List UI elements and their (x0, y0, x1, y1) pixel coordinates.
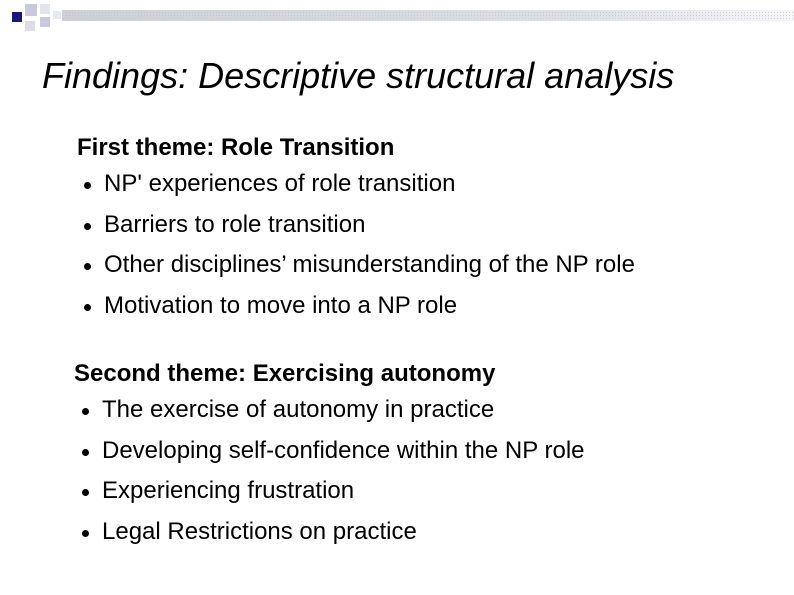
slide-title: Findings: Descriptive structural analysis (42, 55, 675, 96)
bullet-icon (82, 408, 89, 415)
list-item (0, 286, 794, 327)
square-dark-small (12, 12, 22, 22)
bullet-icon (84, 223, 91, 230)
list-item-text: NP' experiences of role transition (104, 170, 456, 197)
list-item (0, 245, 794, 286)
section-role-transition (0, 132, 794, 326)
bullet-icon (84, 263, 91, 270)
bullet-icon (82, 530, 89, 537)
square-light-1 (25, 4, 37, 16)
square-light-5 (53, 11, 61, 19)
bullet-list (0, 164, 794, 326)
list-item (0, 205, 794, 246)
list-item-text: Experiencing frustration (102, 477, 355, 504)
list-item-text: The exercise of autonomy in practice (102, 396, 495, 423)
section-exercising-autonomy (0, 358, 794, 552)
list-item (0, 471, 794, 512)
list-item (0, 390, 794, 431)
bullet-icon (82, 449, 89, 456)
list-item-text: Developing self-confidence within the NP role (102, 436, 585, 464)
list-item-text: Barriers to role transition (104, 210, 366, 238)
square-light-4 (40, 17, 50, 27)
section-heading: First theme: Role Transition (77, 134, 395, 161)
square-light-2 (40, 4, 50, 14)
bullet-icon (84, 304, 91, 311)
bullet-icon (82, 489, 89, 496)
list-item (0, 512, 794, 553)
list-item-text: Legal Restrictions on practice (102, 517, 417, 545)
header-decoration (0, 0, 794, 40)
list-item (0, 164, 794, 205)
list-item-text: Other disciplines’ misunderstanding of the NP role (104, 251, 635, 278)
section-heading: Second theme: Exercising autonomy (74, 360, 496, 387)
bullet-icon (84, 182, 91, 189)
list-item (0, 431, 794, 472)
bullet-list (0, 390, 794, 552)
list-item-text: Motivation to move into a NP role (104, 291, 458, 319)
square-light-3 (25, 21, 35, 31)
